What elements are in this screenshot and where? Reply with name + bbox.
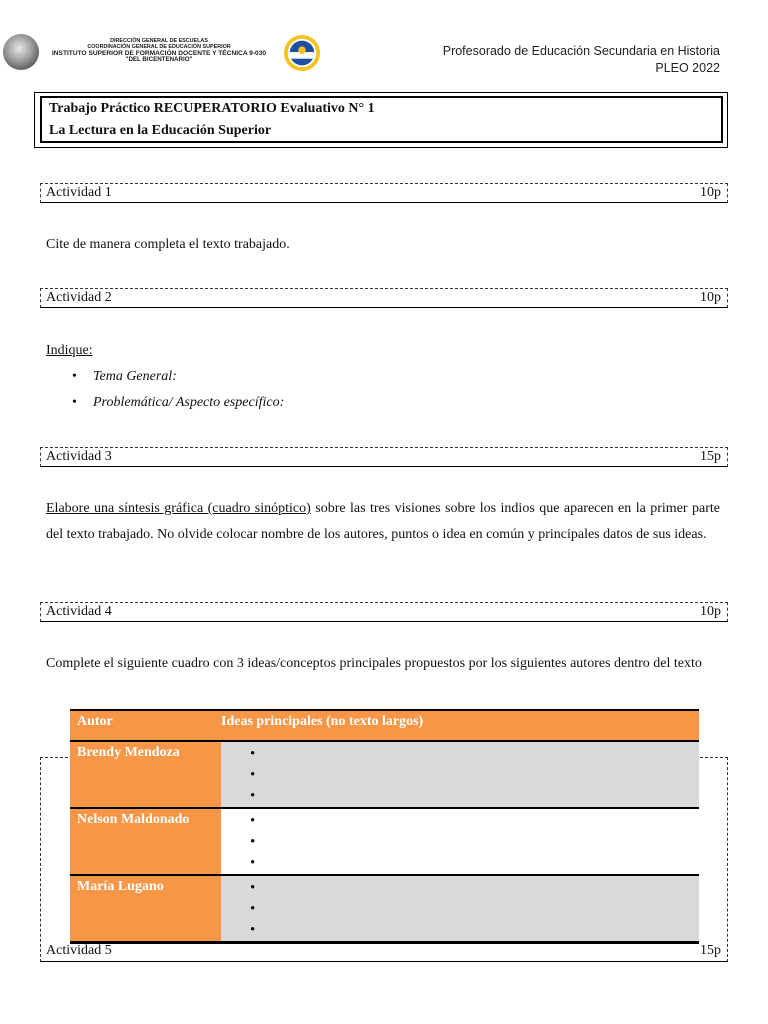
- bullet-item: [221, 832, 699, 853]
- ideas-cell[interactable]: [221, 741, 699, 808]
- activity-label: Actividad 1: [46, 185, 112, 200]
- activity-label: Actividad 2: [46, 290, 112, 305]
- activity-4-bar: [40, 602, 728, 622]
- activity-2-bar: [40, 288, 728, 308]
- author-name: Brendy Mendoza: [70, 741, 221, 808]
- institute-sun-logo-icon: [283, 34, 321, 72]
- table-header-row: [70, 710, 699, 741]
- activity-points: 10p: [700, 290, 721, 305]
- activity-3-rest: sobre las tres visiones sobre los indios que aparecen en la primer parte del texto trabajado. No olvide colocar nombre de los autores, puntos o idea en común y principales datos de sus ideas.: [46, 501, 720, 542]
- activity-1-instruction: Cite de manera completa el texto trabajado.: [46, 237, 290, 252]
- title-line-1: Trabajo Práctico RECUPERATORIO Evaluativo N° 1: [49, 101, 375, 116]
- activity-2-heading: Indique:: [46, 343, 93, 358]
- activity-1-bar: [40, 183, 728, 203]
- bullet-item: [221, 853, 699, 874]
- author-name: Nelson Maldonado: [70, 808, 221, 875]
- ideas-bullet-list: [221, 742, 699, 807]
- authors-table: [70, 709, 699, 944]
- title-box: [40, 96, 723, 143]
- ideas-cell[interactable]: [221, 808, 699, 875]
- header-program-info: [443, 43, 720, 77]
- table-header-ideas: Ideas principales (no texto largos): [221, 710, 699, 741]
- ideas-bullet-list: [221, 809, 699, 874]
- provincial-seal-icon: [3, 34, 39, 70]
- institution-line: INSTITUTO SUPERIOR DE FORMACIÓN DOCENTE Y TÉCNICA 9-030: [51, 49, 267, 57]
- activity-points: 15p: [700, 449, 721, 464]
- institution-line: "DEL BICENTENARIO": [125, 55, 193, 63]
- bullet-item: [221, 811, 699, 832]
- activity-3-underlined: Elabore una síntesis gráfica (cuadro sinóptico): [46, 501, 311, 516]
- ideas-bullet-list: [221, 876, 699, 941]
- activity-points: 10p: [700, 185, 721, 200]
- bullet-item: [221, 878, 699, 899]
- activity-label: Actividad 5: [46, 943, 112, 958]
- activity-2-list: [46, 364, 284, 416]
- bullet-item: [221, 765, 699, 786]
- title-line-2: La Lectura en la Educación Superior: [49, 123, 272, 138]
- table-row: [70, 875, 699, 943]
- bullet-item: [221, 899, 699, 920]
- author-name: María Lugano: [70, 875, 221, 943]
- activity-points: 10p: [700, 604, 721, 619]
- bullet-item: [221, 920, 699, 941]
- activity-3-instruction: [46, 496, 720, 548]
- institution-line: DIRECCIÓN GENERAL DE ESCUELAS: [110, 38, 208, 44]
- bullet-item: [221, 786, 699, 807]
- activity-3-bar: [40, 447, 728, 467]
- institution-line: COORDINACIÓN GENERAL DE EDUCACIÓN SUPERIOR: [87, 44, 231, 51]
- ideas-cell[interactable]: [221, 875, 699, 943]
- activity-label: Actividad 3: [46, 449, 112, 464]
- table-header-author: Autor: [70, 710, 221, 741]
- program-name: Profesorado de Educación Secundaria en Historia: [442, 44, 720, 58]
- activity-label: Actividad 4: [46, 604, 112, 619]
- institution-name: [36, 38, 282, 63]
- list-item: • Problemática/ Aspecto específico:: [46, 390, 284, 416]
- table-row: [70, 808, 699, 875]
- table-row: [70, 741, 699, 808]
- program-year: PLEO 2022: [655, 61, 720, 75]
- bullet-item: [221, 744, 699, 765]
- activity-4-instruction: Complete el siguiente cuadro con 3 ideas/conceptos principales propuestos por los siguientes autores dentro del texto: [46, 656, 702, 671]
- activity-points: 15p: [700, 943, 721, 958]
- list-item: • Tema General:: [46, 364, 284, 390]
